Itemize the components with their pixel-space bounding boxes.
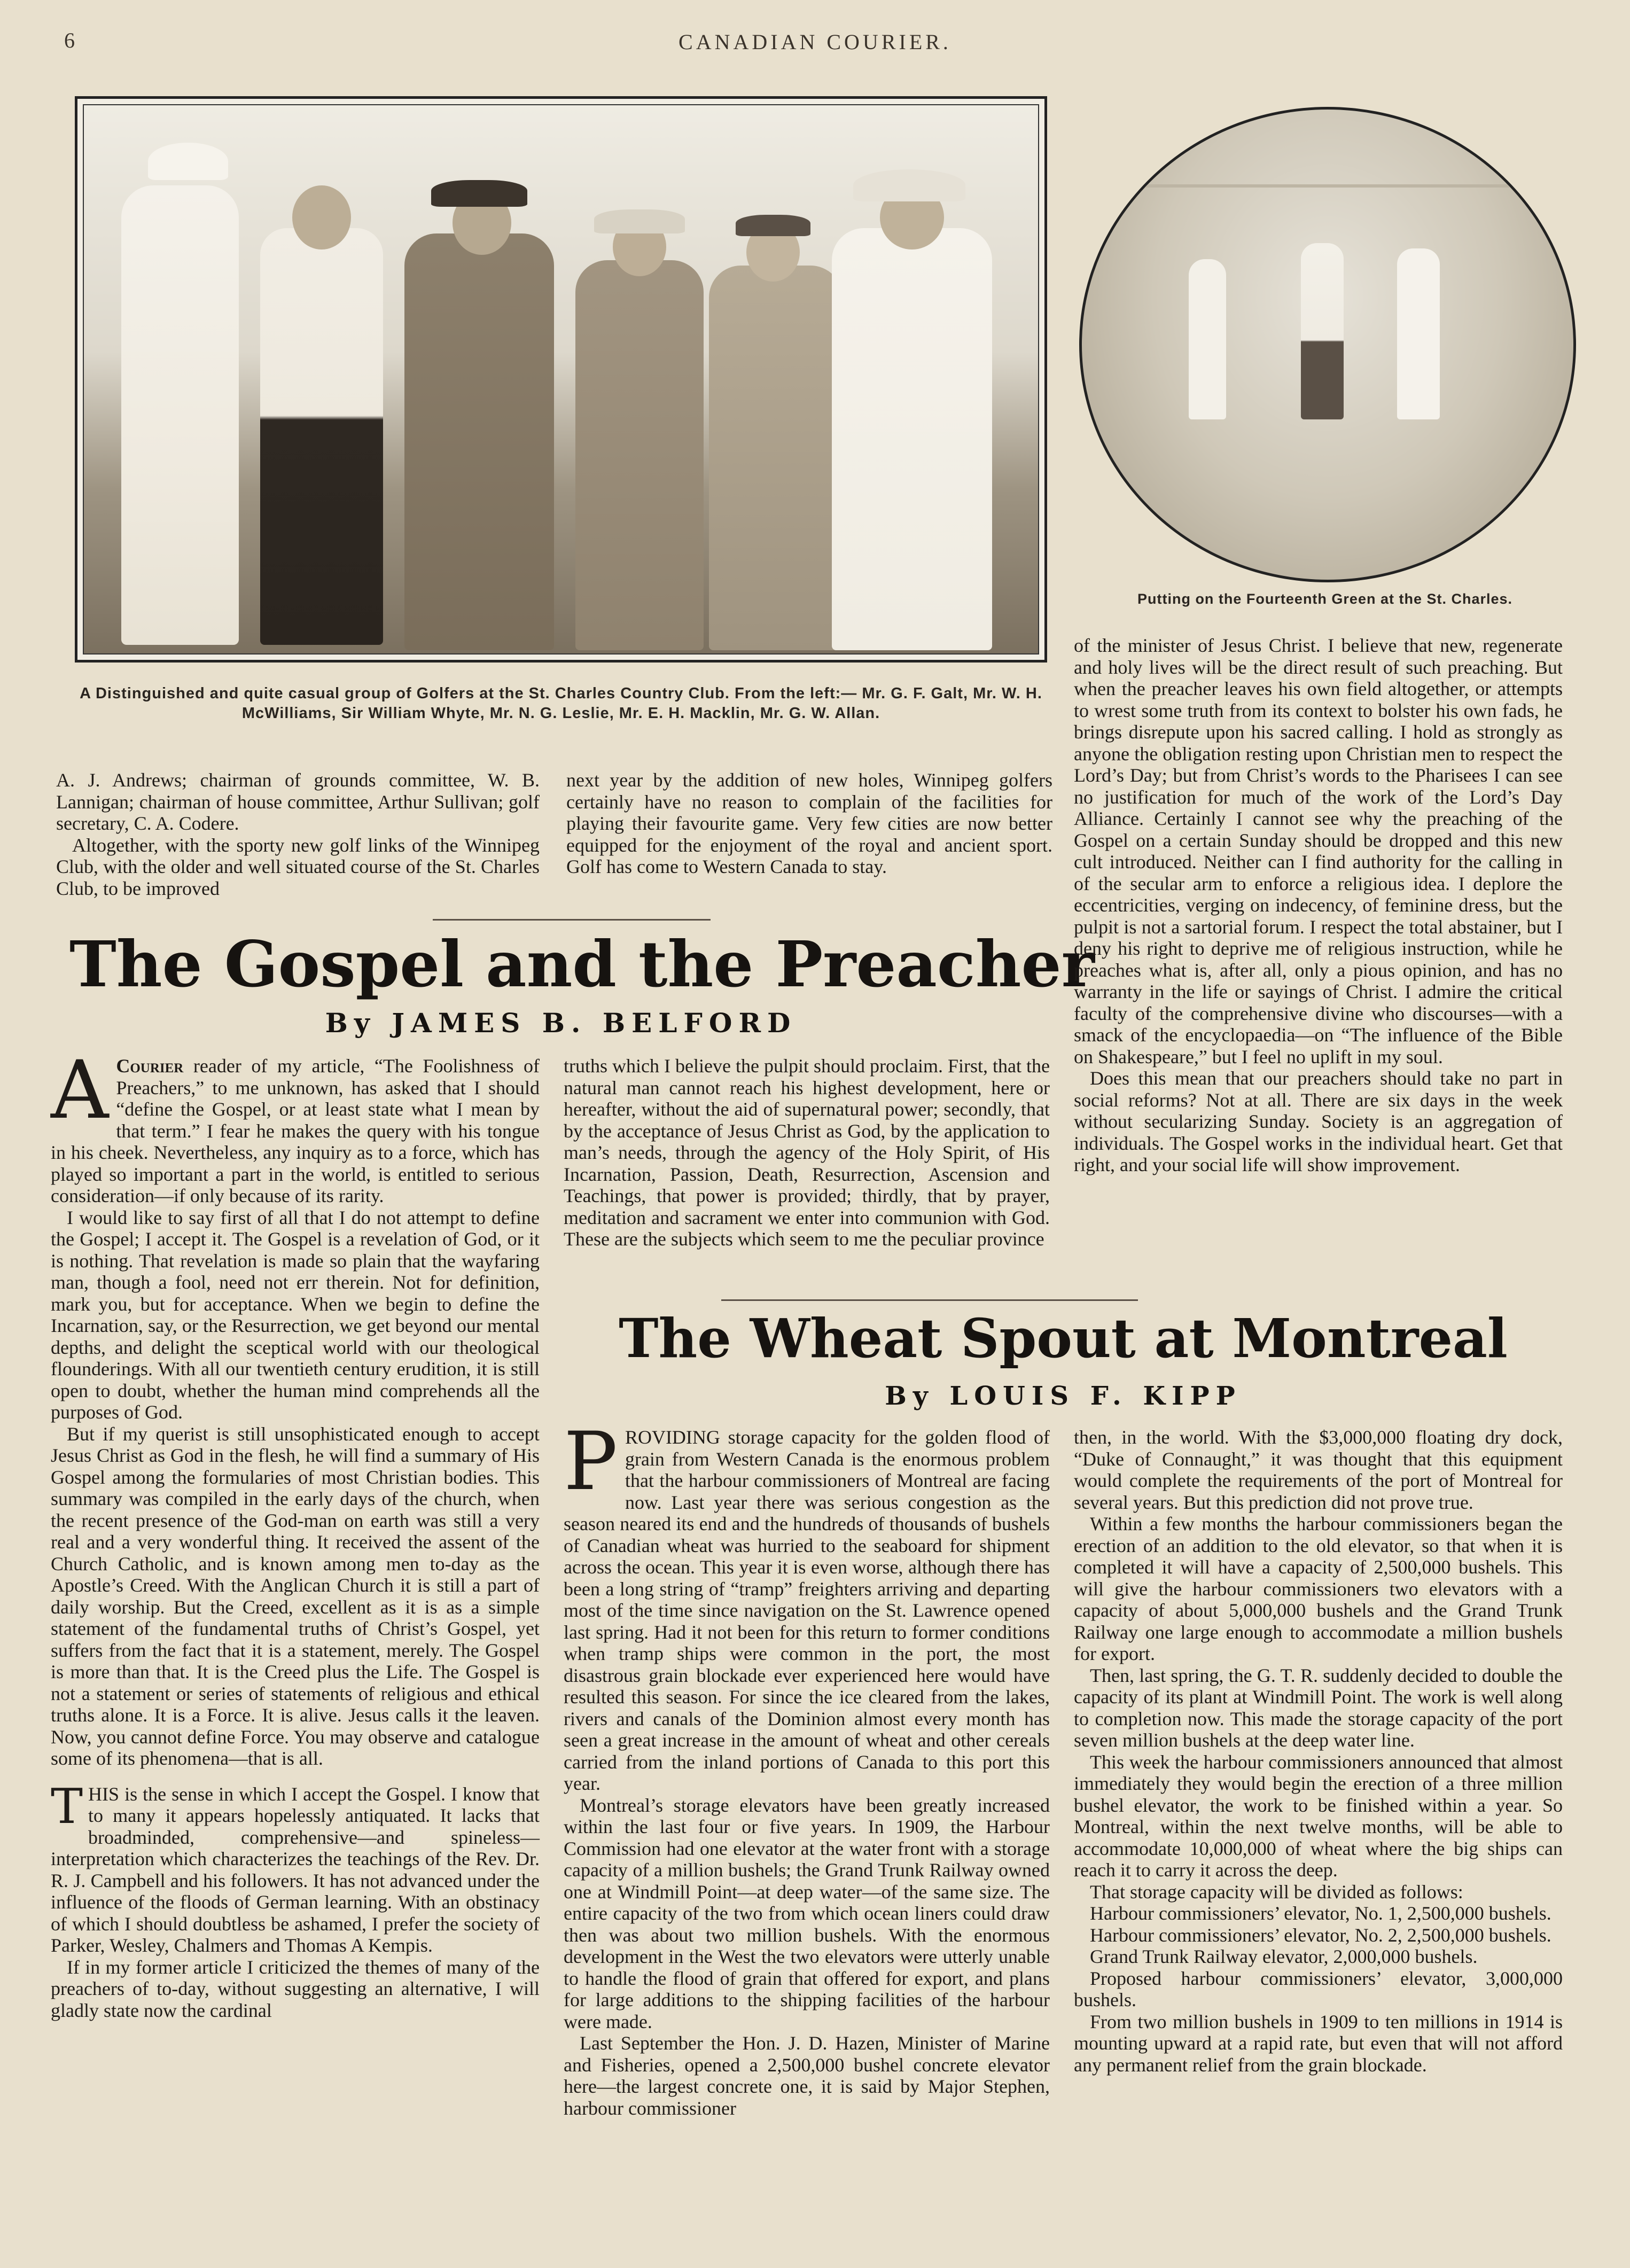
section-divider bbox=[433, 919, 711, 921]
wheat-col2 bbox=[1074, 1427, 1563, 2076]
paragraph: If in my former article I criticized the themes of many of the preachers of to-day, without suggesting an alternative, I will gladly state now the cardinal bbox=[51, 1956, 540, 2021]
gospel-col3 bbox=[1074, 635, 1563, 1176]
paragraph: next year by the addition of new holes, Winnipeg golfers certainly have no reason to complain of the facilities for playing their favourite game. Very few cities are now better equipped for the enjoyment of the royal and ancient sport. Golf has come to Western Canada to stay. bbox=[566, 769, 1052, 877]
paragraph: Then, last spring, the G. T. R. suddenly decided to double the capacity of its plant at Windmill Point. The work is well along to completion now. This made the storage capacity of the port seven million bushels at the deep water line. bbox=[1074, 1664, 1563, 1751]
paragraph: Within a few months the harbour commissioners began the erection of an addition to the old elevator, so that when it is completed it will have a capacity of 2,500,000 bushels. This will give the harbour commissioners two elevators with a capacity of about 5,000,000 bushels and the Grand Trunk Railway one large enough to accommodate a million bushels for export. bbox=[1074, 1513, 1563, 1664]
paragraph: Last September the Hon. J. D. Hazen, Minister of Marine and Fisheries, opened a 2,500,000 bushel concrete elevator here—the largest concrete one, it is said by Major Stephen, harbour commissioner bbox=[564, 2032, 1050, 2119]
drop-cap: A bbox=[51, 1044, 109, 1137]
wheat-headline: The Wheat Spout at Montreal bbox=[619, 1307, 1508, 1370]
photo-image bbox=[83, 104, 1039, 654]
paragraph: truths which I believe the pulpit should proclaim. First, that the natural man cannot reach his highest development, here or hereafter, without the aid of supernatural power; secondly, that by the acceptance of Jesus Christ as God, by the application to man’s needs, through the agency of the Holy Spirit, of His Incarnation, Passion, Death, Resurrection, Ascension and Teachings, that power is provided; thirdly, that by prayer, meditation and sacrament we enter into communion with God. These are the subjects which seem to me the peculiar province bbox=[564, 1055, 1050, 1250]
gospel-col2 bbox=[564, 1055, 1050, 1250]
paragraph: Grand Trunk Railway elevator, 2,000,000 bushels. bbox=[1090, 1946, 1478, 1967]
paragraph: Proposed harbour commissioners’ elevator, 3,000,000 bushels. bbox=[1074, 1967, 1563, 2010]
drop-cap: P bbox=[564, 1415, 618, 1508]
golfers-group-photo bbox=[75, 96, 1047, 663]
paragraph: I would like to say first of all that I do not attempt to define the Gospel; I accept it. The Gospel is a revelation of God, or it is nothing. That revelation is made so plain that the wayfaring man, though a fool, need not err therein. Not for definition, mark you, but for acceptance. When we begin to define the Incarnation, say, or the Resurrection, we get beyond our mental depths, and delight the sceptical world with our theological flounderings. With all our twentieth century erudition, it is still open to doubt, whether the human mind comprehends all the purposes of God. bbox=[51, 1206, 540, 1423]
paragraph: is the sense in which I accept the Gospel. I know that to many it appears hopelessly antiquated. It lacks that broadminded, comprehensive—and spineless—interpretation which characterizes the teachings of the Rev. Dr. R. J. Campbell and his followers. It has not advanced under the influence of the floods of German learning. With an obstinacy of which I should doubtless be ashamed, I prefer the society of Parker, Wesley, Chalmers and Thomas A Kempis. bbox=[51, 1783, 540, 1956]
wheat-col1 bbox=[564, 1415, 1050, 2119]
paragraph: Does this mean that our preachers should take no part in social reforms? Not at all. There are six days in the week without secularizing Sunday. Society is an aggregation of individuals. The Gospel works in the individual heart. Get that right, and your social life will show improvement. bbox=[1074, 1067, 1563, 1175]
paragraph: But if my querist is still unsophisticated enough to accept Jesus Christ as God in the flesh, he will find a summary of His Gospel among the formularies of most Christian bodies. This summary was compiled in the early days of the church, when the recent presence of the God-man on earth was still a very real and a very wonderful thing. It received the assent of the Church Catholic, and is known among men to-day as the Apostle’s Creed. With the Anglican Church it is still a part of daily worship. But the Creed, excellent as it is as a simple statement of the fundamental truths of Christ’s Gospel, yet suffers from the fact that it is a statement, merely. The Gospel is more than that. It is the Creed plus the Life. The Gospel is not a statement or series of statements of religious and ethical truths alone. It is a Force. It is alive. Jesus calls it the leaven. Now, you cannot define Force. You may observe and catalogue some of its phenomena—that is all. bbox=[51, 1423, 540, 1769]
gospel-col1 bbox=[51, 1044, 540, 2021]
paragraph: That storage capacity will be divided as follows: bbox=[1090, 1881, 1463, 1903]
lead-word: HIS bbox=[88, 1783, 120, 1805]
paragraph: Harbour commissioners’ elevator, No. 1, 2,500,000 bushels. bbox=[1090, 1903, 1551, 1924]
paragraph: A. J. Andrews; chairman of grounds committee, W. B. Lannigan; chairman of house committee, Arthur Sullivan; golf secretary, C. A. Codere. bbox=[56, 769, 540, 834]
paragraph: then, in the world. With the $3,000,000 floating dry dock, “Duke of Connaught,” it was thought that this equipment would complete the requirements of the port of Montreal for several years. But this prediction did not prove true. bbox=[1074, 1427, 1563, 1513]
putting-green-caption: Putting on the Fourteenth Green at the St. Charles. bbox=[1137, 591, 1513, 607]
gospel-headline: The Gospel and the Preacher bbox=[69, 927, 1095, 1001]
lead-smallcaps: Courier bbox=[116, 1055, 184, 1077]
wheat-byline: By LOUIS F. KIPP bbox=[885, 1381, 1242, 1411]
paragraph: Harbour commissioners’ elevator, No. 2, 2,500,000 bushels. bbox=[1090, 1924, 1551, 1946]
section-divider bbox=[721, 1299, 1138, 1301]
gospel-byline: By JAMES B. BELFORD bbox=[325, 1007, 797, 1039]
paragraph: Montreal’s storage elevators have been greatly increased within the last four or five years. In 1909, the Harbour Commission had one elevator at the water front with a storage capacity of a million bushels; the Grand Trunk Railway owned one at Windmill Point—at deep water—of the same size. The entire capacity of the two from which ocean liners could draw then was about two million bushels. With the enormous development in the West the two elevators were utterly unable to handle the flood of grain that offered for export, and plans for large additions to the shipping facilities of the harbour were made. bbox=[564, 1794, 1050, 2032]
paragraph: Altogether, with the sporty new golf links of the Winnipeg Club, with the older and well situated course of the St. Charles Club, to be improved bbox=[56, 834, 540, 899]
running-title: CANADIAN COURIER. bbox=[678, 30, 952, 54]
paragraph: From two million bushels in 1909 to ten millions in 1914 is mounting upward at a rapid rate, but even that will not afford any permanent relief from the grain blockade. bbox=[1074, 2010, 1563, 2076]
paragraph: reader of my article, “The Foolishness of Preachers,” to me unknown, has asked that I should “define the Gospel, or at least state what I mean by that term.” I fear he makes the query with his tongue in his cheek. Nevertheless, any inquiry as to a force, which has played so important a part in the world, is entitled to serious consideration—if only because of its rarity. bbox=[51, 1055, 540, 1206]
drop-cap: T bbox=[51, 1778, 83, 1835]
golf-article-col2 bbox=[566, 769, 1052, 878]
paragraph: This week the harbour commissioners announced that almost immediately they would begin the erection of a three million bushel elevator, the work to be finished within a year. So Montreal, within the next twelve months, will be able to accommodate 10,000,000 of wheat where the big ships can reach it to carry it across the deep. bbox=[1074, 1751, 1563, 1881]
putting-green-photo bbox=[1079, 107, 1576, 582]
golf-article-col1 bbox=[56, 769, 540, 899]
page-number: 6 bbox=[64, 28, 75, 52]
paragraph: ROVIDING storage capacity for the golden flood of grain from Western Canada is the enormous problem that the harbour commissioners of Montreal are facing now. Last year there was serious congestion as the season neared its end and the hundreds of thousands of bushels of Canadian wheat was hurried to the seaboard for shipment across the ocean. This year it is even worse, although there has been a long string of “tramp” freighters arriving and departing most of the time since navigation on the St. Lawrence opened last spring. Had it not been for this return to former conditions when tramp ships were common in the port, the most disastrous grain blockade ever experienced here would have resulted this season. For since the ice cleared from the lakes, rivers and canals of the Dominion almost every month has seen a great increase in the amount of wheat and other cereals carried from the inland portions of Canada to this port this year. bbox=[564, 1427, 1050, 1794]
paragraph: of the minister of Jesus Christ. I believe that new, regenerate and holy lives will be the direct result of such preaching. But when the preacher leaves his own field altogether, or attempts to wrest some truth from its context to bolster his own fads, he brings disrepute upon his sacred calling. I hold as strongly as anyone the obligation resting upon Christian men to respect the Lord’s Day; but from Christ’s words to the Pharisees I can see no justification for much of the work of the Lord’s Day Alliance. Certainly I cannot see why the preaching of the Gospel on a certain Sunday should be dropped and this new cult introduced. Neither can I find authority for the calling in of the secular arm to enforce a religious idea. I deplore the eccentricities, verging on indecency, of feminine dress, but the pulpit is not a sartorial forum. I respect the total abstainer, but I deny his right to deprive me of religious instruction, while he preaches what is, after all, only a pious opinion, and has no warranty in the life or sayings of Christ. I admire the critical faculty of the comprehensive divine who discourses—with a smack of the encyclopaedia—on “The influence of the Bible on Shakespeare,” but I feel no uplift in my soul. bbox=[1074, 635, 1563, 1067]
golfers-caption: A Distinguished and quite casual group of Golfers at the St. Charles Country Club. From the left:— Mr. G. F. Galt, Mr. W. H. McWilliams, Sir William Whyte, Mr. N. G. Leslie, Mr. E. H. Macklin, Mr. G. W. Allan. bbox=[80, 685, 1042, 722]
